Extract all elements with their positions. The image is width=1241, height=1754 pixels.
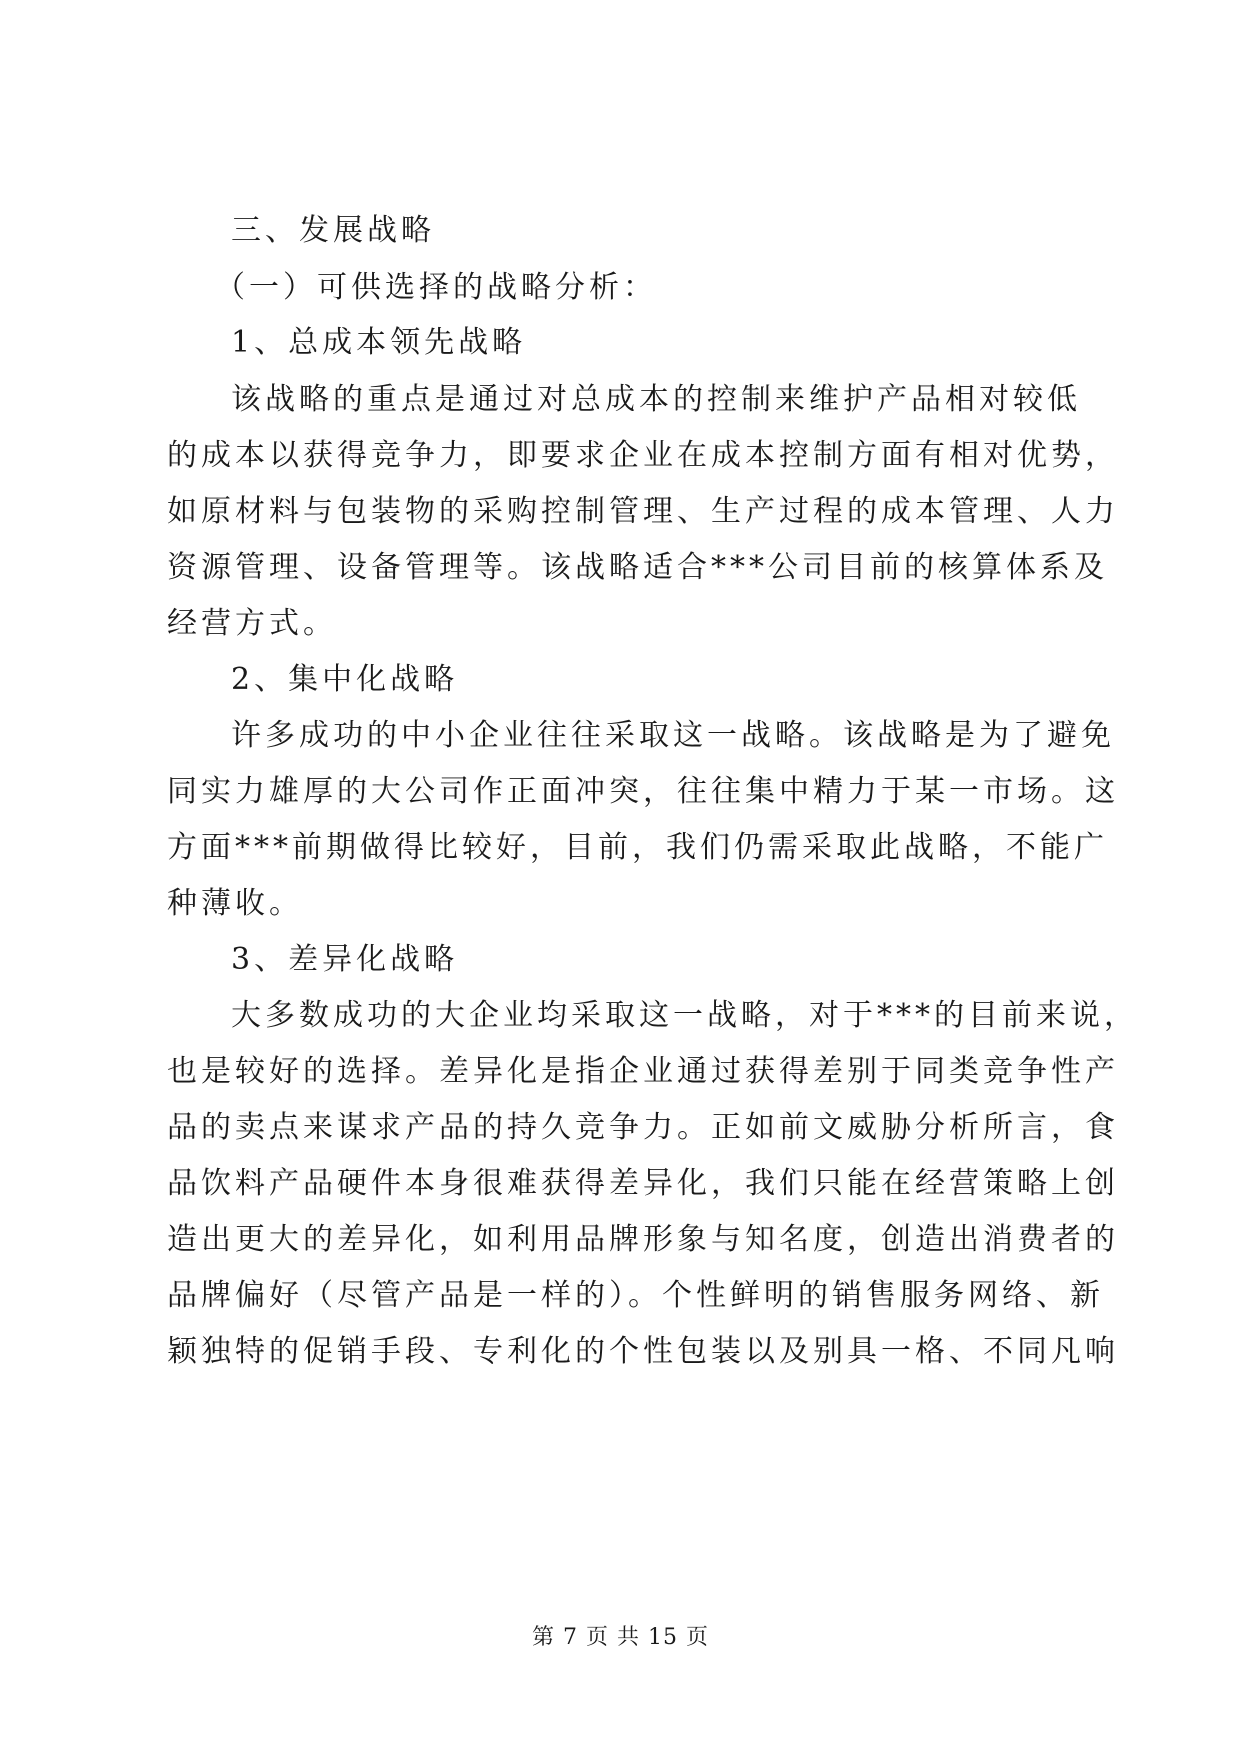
item-1-title: 1、总成本领先战略 bbox=[231, 325, 527, 360]
item-2-title: 2、集中化战略 bbox=[231, 662, 459, 697]
item-2-line-3: 方面***前期做得比较好，目前，我们仍需采取此战略，不能广 bbox=[167, 830, 1108, 865]
item-3-line-6: 品牌偏好（尽管产品是一样的）。个性鲜明的销售服务网络、新 bbox=[167, 1278, 1104, 1313]
item-2-line-4: 种薄收。 bbox=[167, 886, 303, 921]
page-number-footer: 第 7 页 共 15 页 bbox=[532, 1625, 709, 1650]
item-2-line-2: 同实力雄厚的大公司作正面冲突，往往集中精力于某一市场。这 bbox=[167, 774, 1119, 809]
item-1-line-5: 经营方式。 bbox=[167, 606, 337, 641]
item-3-line-2: 也是较好的选择。差异化是指企业通过获得差别于同类竞争性产 bbox=[167, 1054, 1119, 1089]
subsection-title: （一）可供选择的战略分析： bbox=[215, 270, 657, 305]
section-title: 三、发展战略 bbox=[231, 213, 435, 248]
item-1-line-1: 该战略的重点是通过对总成本的控制来维护产品相对较低 bbox=[231, 382, 1081, 417]
item-3-line-5: 造出更大的差异化，如利用品牌形象与知名度，创造出消费者的 bbox=[167, 1222, 1119, 1257]
item-3-line-3: 品的卖点来谋求产品的持久竞争力。正如前文威胁分析所言，食 bbox=[167, 1110, 1119, 1145]
item-3-line-7: 颖独特的促销手段、专利化的个性包装以及别具一格、不同凡响 bbox=[167, 1334, 1119, 1369]
item-1-line-2: 的成本以获得竞争力，即要求企业在成本控制方面有相对优势， bbox=[167, 438, 1119, 473]
item-2-line-1: 许多成功的中小企业往往采取这一战略。该战略是为了避免 bbox=[231, 718, 1115, 753]
item-1-line-4: 资源管理、设备管理等。该战略适合***公司目前的核算体系及 bbox=[167, 550, 1108, 585]
item-1-line-3: 如原材料与包装物的采购控制管理、生产过程的成本管理、人力 bbox=[167, 494, 1119, 529]
item-3-title: 3、差异化战略 bbox=[231, 942, 459, 977]
item-3-line-4: 品饮料产品硬件本身很难获得差异化，我们只能在经营策略上创 bbox=[167, 1166, 1119, 1201]
item-3-line-1: 大多数成功的大企业均采取这一战略，对于***的目前来说， bbox=[231, 998, 1138, 1033]
